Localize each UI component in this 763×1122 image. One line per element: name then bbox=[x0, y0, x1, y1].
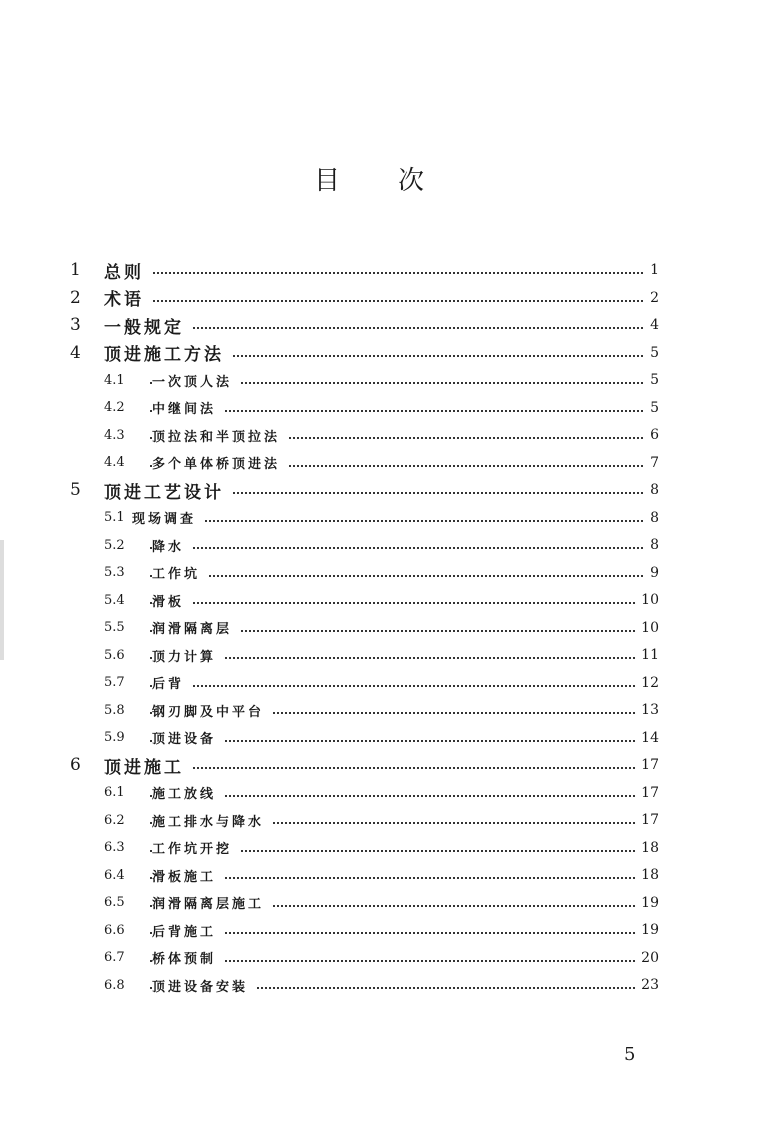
section-number: 3 bbox=[70, 315, 81, 335]
toc-entry[interactable] bbox=[0, 807, 763, 833]
section-number: 5.1 bbox=[104, 510, 125, 525]
section-page: 13 bbox=[635, 702, 659, 718]
section-page: 11 bbox=[635, 647, 659, 663]
section-number: 6.5 bbox=[104, 895, 125, 910]
section-title: 顶进设备 bbox=[152, 728, 224, 747]
section-number: 4.3 bbox=[104, 427, 125, 443]
section-number: 5.5 bbox=[104, 620, 125, 635]
toc-entry[interactable] bbox=[0, 395, 763, 421]
section-page: 20 bbox=[635, 950, 659, 966]
toc-entry[interactable] bbox=[0, 890, 763, 916]
section-title: 施工放线 bbox=[152, 783, 224, 802]
section-number: 6.7 bbox=[104, 950, 125, 965]
page-number: 5 bbox=[624, 1044, 636, 1065]
section-title: 润滑隔离层 bbox=[152, 618, 240, 637]
toc-entry[interactable] bbox=[0, 587, 763, 613]
section-title: 后背 bbox=[152, 673, 192, 692]
title-char-2: 次 bbox=[398, 166, 425, 196]
section-number: 5.8 bbox=[104, 702, 125, 718]
section-title: 总则 bbox=[104, 258, 152, 283]
toc-entry[interactable] bbox=[0, 312, 763, 338]
section-page: 19 bbox=[635, 922, 659, 938]
section-number: 2 bbox=[70, 287, 81, 308]
section-title: 降水 bbox=[152, 536, 192, 555]
leader-dots bbox=[150, 547, 643, 549]
toc-entry[interactable] bbox=[0, 752, 763, 778]
section-title: 润滑隔离层施工 bbox=[152, 893, 272, 912]
toc-entry[interactable] bbox=[0, 917, 763, 943]
section-title: 一般规定 bbox=[104, 313, 192, 338]
section-page: 14 bbox=[635, 730, 659, 746]
section-number: 5 bbox=[70, 480, 81, 500]
section-title: 现场调查 bbox=[132, 508, 204, 527]
section-number: 6.8 bbox=[104, 977, 125, 993]
section-page: 8 bbox=[644, 510, 659, 526]
section-page: 5 bbox=[644, 345, 659, 361]
leader-dots bbox=[104, 272, 643, 274]
section-title: 滑板 bbox=[152, 591, 192, 610]
section-page: 4 bbox=[644, 317, 659, 333]
section-number: 4 bbox=[70, 342, 81, 363]
section-number: 5.6 bbox=[104, 647, 125, 663]
section-page: 8 bbox=[644, 537, 659, 553]
section-page: 5 bbox=[644, 372, 659, 388]
title-char-1: 目 bbox=[314, 166, 341, 196]
section-number: 4.4 bbox=[104, 455, 125, 470]
section-title: 钢刃脚及中平台 bbox=[152, 701, 272, 720]
section-title: 桥体预制 bbox=[152, 948, 224, 967]
leader-dots bbox=[104, 300, 643, 302]
section-title: 顶拉法和半顶拉法 bbox=[152, 426, 288, 445]
section-number: 5.2 bbox=[104, 537, 125, 553]
section-page: 17 bbox=[635, 785, 659, 801]
section-page: 19 bbox=[635, 895, 659, 911]
toc-entry[interactable] bbox=[0, 862, 763, 888]
toc-entry[interactable] bbox=[0, 340, 763, 366]
section-number: 6.4 bbox=[104, 867, 125, 883]
leader-dots bbox=[150, 602, 643, 604]
section-page: 2 bbox=[644, 290, 659, 306]
section-page: 17 bbox=[635, 812, 659, 828]
toc-entry[interactable] bbox=[0, 367, 763, 393]
toc-entry[interactable] bbox=[0, 257, 763, 283]
toc-entry[interactable] bbox=[0, 835, 763, 861]
section-title: 多个单体桥顶进法 bbox=[152, 453, 288, 472]
section-page: 18 bbox=[635, 867, 659, 883]
section-page: 8 bbox=[644, 482, 659, 498]
section-page: 10 bbox=[635, 592, 659, 608]
section-number: 6.2 bbox=[104, 812, 125, 828]
section-number: 6.6 bbox=[104, 922, 125, 938]
section-page: 23 bbox=[635, 977, 659, 993]
toc-entry[interactable] bbox=[0, 532, 763, 558]
toc-entry[interactable] bbox=[0, 642, 763, 668]
toc-entry[interactable] bbox=[0, 285, 763, 311]
toc-entry[interactable] bbox=[0, 560, 763, 586]
section-page: 7 bbox=[644, 455, 659, 471]
toc-entry[interactable] bbox=[0, 615, 763, 641]
section-page: 5 bbox=[644, 400, 659, 416]
section-title: 顶力计算 bbox=[152, 646, 224, 665]
leader-dots bbox=[150, 685, 643, 687]
section-title: 工作坑开挖 bbox=[152, 838, 240, 857]
toc-entry[interactable] bbox=[0, 697, 763, 723]
section-title: 顶进施工方法 bbox=[104, 340, 232, 365]
toc-entry[interactable] bbox=[0, 450, 763, 476]
section-number: 5.4 bbox=[104, 592, 125, 608]
toc-entry[interactable] bbox=[0, 505, 763, 531]
section-number: 6.1 bbox=[104, 785, 125, 800]
section-title: 滑板施工 bbox=[152, 866, 224, 885]
toc-entry[interactable] bbox=[0, 725, 763, 751]
section-number: 6 bbox=[70, 755, 81, 775]
section-title: 术语 bbox=[104, 285, 152, 310]
page-title bbox=[0, 160, 763, 200]
section-title: 一次顶人法 bbox=[152, 371, 240, 390]
section-number: 6.3 bbox=[104, 840, 125, 855]
leader-dots bbox=[150, 520, 643, 522]
section-number: 5.3 bbox=[104, 565, 125, 580]
section-title: 中继间法 bbox=[152, 398, 224, 417]
section-number: 4.2 bbox=[104, 400, 125, 415]
toc-entry[interactable] bbox=[0, 780, 763, 806]
section-number: 5.9 bbox=[104, 730, 125, 745]
section-title: 顶进施工 bbox=[104, 753, 192, 778]
toc-entry[interactable] bbox=[0, 670, 763, 696]
section-title: 工作坑 bbox=[152, 563, 208, 582]
section-title: 顶进工艺设计 bbox=[104, 478, 232, 503]
toc-entry[interactable] bbox=[0, 477, 763, 503]
section-title: 后背施工 bbox=[152, 921, 224, 940]
section-number: 1 bbox=[70, 260, 81, 280]
section-page: 6 bbox=[644, 427, 659, 443]
section-title: 顶进设备安装 bbox=[152, 976, 256, 995]
toc-entry[interactable] bbox=[0, 422, 763, 448]
section-number: 5.7 bbox=[104, 675, 125, 690]
section-page: 10 bbox=[635, 620, 659, 636]
section-page: 18 bbox=[635, 840, 659, 856]
section-title: 施工排水与降水 bbox=[152, 811, 272, 830]
section-page: 12 bbox=[635, 675, 659, 691]
section-page: 9 bbox=[644, 565, 659, 581]
toc-entry[interactable] bbox=[0, 945, 763, 971]
section-page: 1 bbox=[644, 262, 659, 278]
leader-dots bbox=[150, 575, 643, 577]
section-page: 17 bbox=[635, 757, 659, 773]
section-number: 4.1 bbox=[104, 372, 125, 388]
toc-entry[interactable] bbox=[0, 972, 763, 998]
